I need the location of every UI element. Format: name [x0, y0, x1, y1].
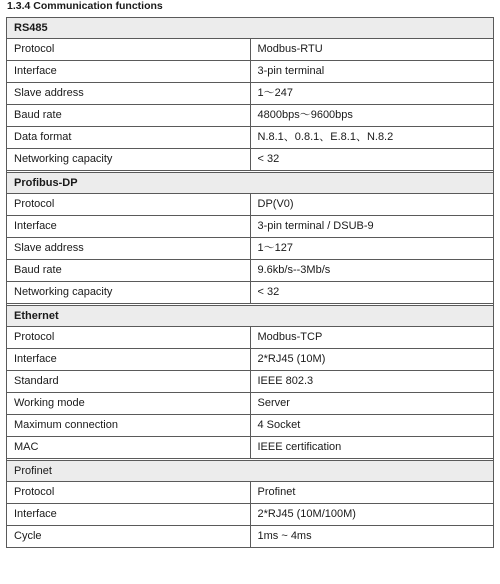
table-row — [7, 260, 494, 282]
table-row — [7, 282, 494, 304]
group-header-label: Profinet — [7, 461, 494, 482]
table-row — [7, 393, 494, 415]
row-value: Modbus-TCP — [250, 327, 494, 349]
row-value: Profinet — [250, 482, 494, 504]
table-row — [7, 105, 494, 127]
group-header-label: Ethernet — [7, 306, 494, 327]
row-label: Standard — [7, 371, 251, 393]
table-row — [7, 127, 494, 149]
row-label: Maximum connection — [7, 415, 251, 437]
row-value: 1～127 — [250, 238, 494, 260]
table-row — [7, 504, 494, 526]
table-row — [7, 437, 494, 459]
row-label: Data format — [7, 127, 251, 149]
row-label: Cycle — [7, 526, 251, 548]
row-value: < 32 — [250, 149, 494, 171]
table-row — [7, 83, 494, 105]
table-row — [7, 327, 494, 349]
row-value: 1～247 — [250, 83, 494, 105]
row-label: Interface — [7, 61, 251, 83]
row-label: Baud rate — [7, 105, 251, 127]
table-row — [7, 349, 494, 371]
row-value: 2*RJ45 (10M) — [250, 349, 494, 371]
row-value: 2*RJ45 (10M/100M) — [250, 504, 494, 526]
row-label: Protocol — [7, 327, 251, 349]
row-label: Working mode — [7, 393, 251, 415]
communication-spec-table — [6, 17, 494, 548]
table-row — [7, 371, 494, 393]
row-label: Slave address — [7, 238, 251, 260]
row-value: DP(V0) — [250, 194, 494, 216]
row-label: Slave address — [7, 83, 251, 105]
group-header-label: Profibus-DP — [7, 173, 494, 194]
table-row — [7, 526, 494, 548]
section-title: 1.3.4 Communication functions — [7, 0, 163, 12]
row-value: Modbus-RTU — [250, 39, 494, 61]
row-value: 9.6kb/s--3Mb/s — [250, 260, 494, 282]
row-value: Server — [250, 393, 494, 415]
table-row — [7, 149, 494, 171]
table-row — [7, 482, 494, 504]
row-label: Protocol — [7, 39, 251, 61]
row-value: N.8.1、0.8.1、E.8.1、N.8.2 — [250, 127, 494, 149]
row-value: 1ms ~ 4ms — [250, 526, 494, 548]
row-value: IEEE 802.3 — [250, 371, 494, 393]
row-label: Networking capacity — [7, 149, 251, 171]
row-value: < 32 — [250, 282, 494, 304]
group-header-rs485 — [7, 18, 494, 39]
row-label: Networking capacity — [7, 282, 251, 304]
table-row — [7, 39, 494, 61]
row-value: 4800bps～9600bps — [250, 105, 494, 127]
row-value: 4 Socket — [250, 415, 494, 437]
spec-table-body — [7, 18, 494, 548]
table-row — [7, 216, 494, 238]
row-value: 3-pin terminal / DSUB-9 — [250, 216, 494, 238]
row-label: Protocol — [7, 482, 251, 504]
group-header-profibus-dp — [7, 173, 494, 194]
row-value: IEEE certification — [250, 437, 494, 459]
group-header-profinet — [7, 461, 494, 482]
table-row — [7, 194, 494, 216]
document-page — [6, 0, 494, 548]
row-label: Interface — [7, 349, 251, 371]
table-row — [7, 238, 494, 260]
row-label: Protocol — [7, 194, 251, 216]
row-label: Interface — [7, 216, 251, 238]
group-header-ethernet — [7, 306, 494, 327]
row-label: MAC — [7, 437, 251, 459]
row-label: Baud rate — [7, 260, 251, 282]
row-label: Interface — [7, 504, 251, 526]
group-header-label: RS485 — [7, 18, 494, 39]
table-row — [7, 61, 494, 83]
row-value: 3-pin terminal — [250, 61, 494, 83]
table-row — [7, 415, 494, 437]
